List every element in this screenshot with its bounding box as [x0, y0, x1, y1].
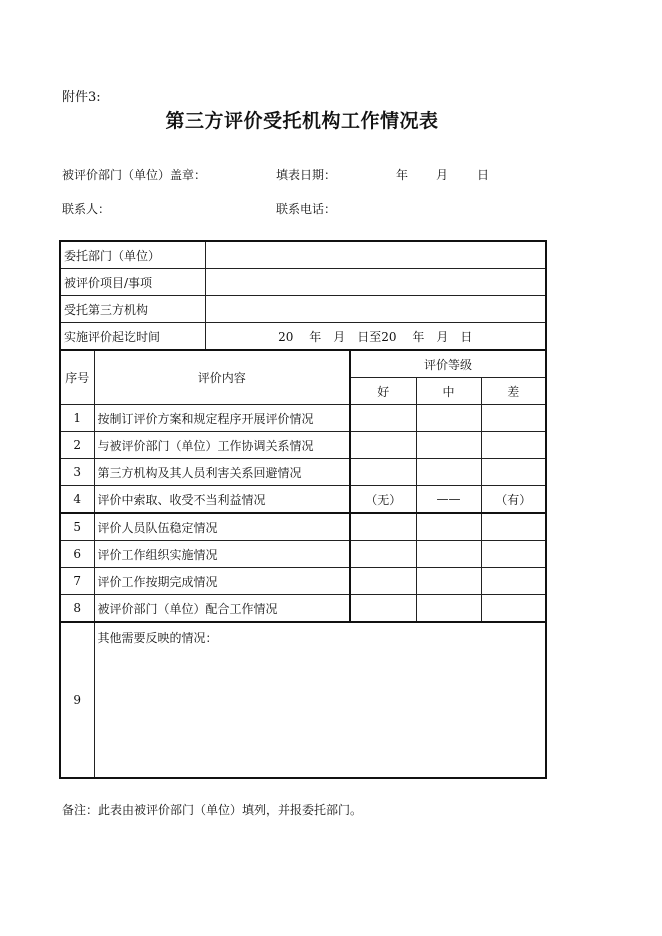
row-content: 第三方机构及其人员利害关系回避情况: [94, 459, 350, 486]
grade-bad-cell[interactable]: [481, 513, 546, 541]
attachment-label: 附件3:: [62, 90, 101, 105]
grade-good-cell[interactable]: [350, 459, 416, 486]
row-content: 评价工作组织实施情况: [94, 541, 350, 568]
content-header: 评价内容: [94, 350, 350, 405]
project-label: 被评价项目/事项: [60, 269, 205, 296]
row-content: 与被评价部门（单位）工作协调关系情况: [94, 432, 350, 459]
row-number: 9: [60, 622, 94, 778]
evaluation-form-table: [59, 240, 547, 779]
grade-mid-cell[interactable]: [416, 541, 481, 568]
row-number: 5: [60, 513, 94, 541]
grade-mid-cell[interactable]: [416, 432, 481, 459]
row-number: 4: [60, 486, 94, 514]
grade-mid-cell[interactable]: [416, 568, 481, 595]
grade-good-header: 好: [350, 378, 416, 405]
row-number: 6: [60, 541, 94, 568]
fill-date-label: 填表日期：: [276, 168, 337, 182]
project-field[interactable]: [205, 269, 546, 296]
dept-seal-label: 被评价部门（单位）盖章：: [62, 168, 207, 182]
grade-mid-cell[interactable]: [416, 595, 481, 623]
period-field[interactable]: 20 年 月 日至20 年 月 日: [205, 323, 546, 351]
third-party-label: 受托第三方机构: [60, 296, 205, 323]
contact-label: 联系人：: [62, 202, 111, 216]
row-number: 1: [60, 405, 94, 432]
row-number: 8: [60, 595, 94, 623]
grade-mid-header: 中: [416, 378, 481, 405]
date-day-label: 日: [477, 168, 490, 182]
grade-good-cell[interactable]: [350, 595, 416, 623]
entrust-dept-field[interactable]: [205, 241, 546, 269]
grade-bad-cell[interactable]: [481, 595, 546, 623]
grade-mid-cell[interactable]: [416, 459, 481, 486]
grade-good-cell[interactable]: [350, 568, 416, 595]
row-number: 7: [60, 568, 94, 595]
third-party-field[interactable]: [205, 296, 546, 323]
seq-header: 序号: [60, 350, 94, 405]
phone-label: 联系电话：: [276, 202, 337, 216]
grade-bad-cell[interactable]: [481, 568, 546, 595]
row-number: 3: [60, 459, 94, 486]
footer-note: 备注：此表由被评价部门（单位）填列，并报委托部门。: [62, 803, 363, 817]
grade-good-cell[interactable]: [350, 405, 416, 432]
grade-mid-cell[interactable]: [416, 405, 481, 432]
grade-good-cell[interactable]: [350, 513, 416, 541]
grade-good-cell[interactable]: [350, 432, 416, 459]
row-content: 评价工作按期完成情况: [94, 568, 350, 595]
row-content: 评价人员队伍稳定情况: [94, 513, 350, 541]
grade-mid-cell[interactable]: ——: [416, 486, 481, 514]
grade-bad-header: 差: [481, 378, 546, 405]
grade-header: 评价等级: [350, 350, 546, 378]
row-content: 评价中索取、收受不当利益情况: [94, 486, 350, 514]
grade-bad-cell[interactable]: [481, 459, 546, 486]
page-title: 第三方评价受托机构工作情况表: [165, 110, 439, 132]
grade-bad-cell[interactable]: （有）: [481, 486, 546, 514]
grade-good-cell[interactable]: （无）: [350, 486, 416, 514]
grade-bad-cell[interactable]: [481, 405, 546, 432]
grade-bad-cell[interactable]: [481, 432, 546, 459]
row-content: 被评价部门（单位）配合工作情况: [94, 595, 350, 623]
row-content: 按制订评价方案和规定程序开展评价情况: [94, 405, 350, 432]
period-label: 实施评价起讫时间: [60, 323, 205, 351]
grade-good-cell[interactable]: [350, 541, 416, 568]
other-notes-field[interactable]: [94, 622, 546, 778]
row-number: 2: [60, 432, 94, 459]
other-notes-label: 其他需要反映的情况：: [97, 631, 218, 645]
grade-mid-cell[interactable]: [416, 513, 481, 541]
date-year-label: 年: [396, 168, 409, 182]
date-month-label: 月: [436, 168, 449, 182]
grade-bad-cell[interactable]: [481, 541, 546, 568]
entrust-dept-label: 委托部门（单位）: [60, 241, 205, 269]
